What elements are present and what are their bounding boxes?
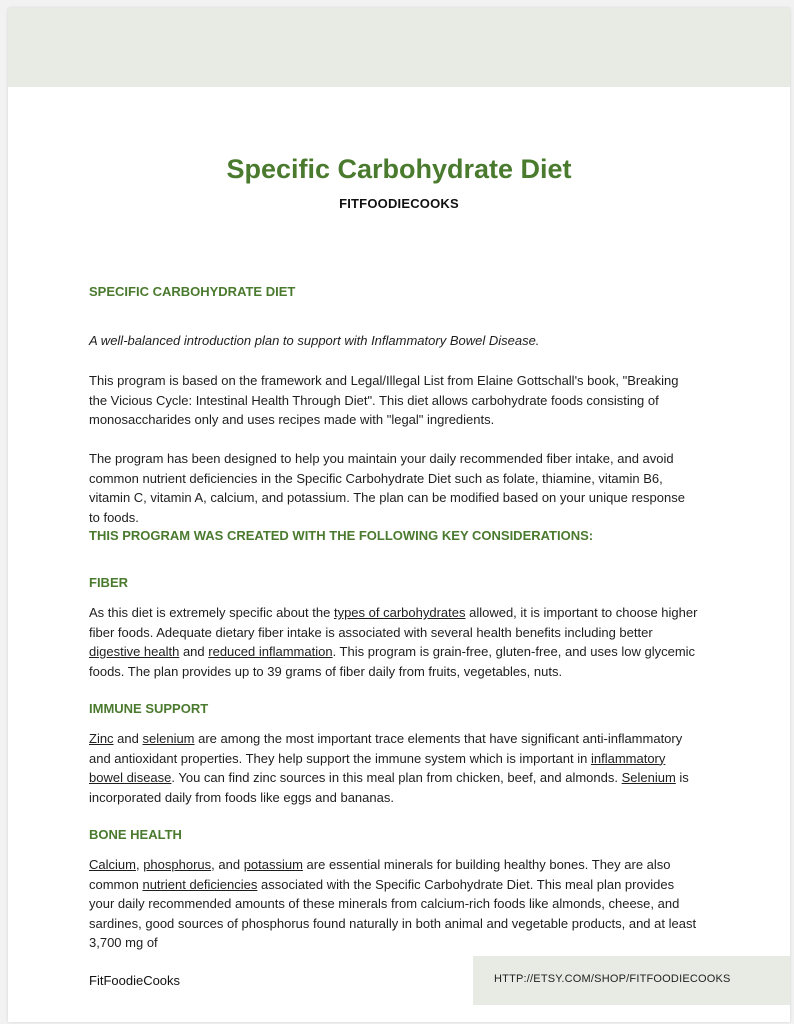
- link-selenium-2[interactable]: Selenium: [621, 770, 676, 786]
- bone-text: associated with the Specific Carbohydrate Diet. This meal plan provides your daily recommended amounts of these minerals from calcium-rich foods like almonds, cheese, and sardines, good sources of phosphorus found naturally in both animal and vegetable products, and at least 3,700 mg of: [89, 876, 697, 951]
- link-digestive-health[interactable]: digestive health: [89, 644, 180, 660]
- document-subtitle: FITFOODIECOOKS: [339, 196, 459, 211]
- section-heading-scd: SPECIFIC CARBOHYDRATE DIET: [89, 284, 296, 299]
- header-band: [8, 8, 790, 87]
- section-heading-immune: IMMUNE SUPPORT: [89, 701, 209, 716]
- link-zinc[interactable]: Zinc: [89, 731, 114, 746]
- link-inflammatory-bowel-disease[interactable]: inflammatory bowel disease: [89, 750, 666, 786]
- fiber-text: and: [179, 644, 209, 660]
- link-types-of-carbohydrates[interactable]: types of carbohydrates: [333, 605, 466, 620]
- section-heading-considerations: THIS PROGRAM WAS CREATED WITH THE FOLLOWING KEY CONSIDERATIONS:: [89, 528, 594, 543]
- immune-text: . You can find zinc sources in this meal plan from chicken, beef, and almonds.: [171, 770, 622, 786]
- intro-paragraph-1: This program is based on the framework and Legal/Illegal List from Elaine Gottschall's book, "Breaking the Vicious Cycle: Intestinal Health Through Diet". This diet allows carbohydrate foods consisting of monosaccharides only and uses recipes made with "legal" ingredients.: [89, 373, 679, 428]
- immune-text: are among the most important trace elements that have significant anti-inflammatory and antioxidant properties. They help support the immune system which is important in: [89, 731, 683, 766]
- link-potassium[interactable]: potassium: [243, 857, 303, 872]
- intro-tagline: A well-balanced introduction plan to support with Inflammatory Bowel Disease.: [89, 333, 540, 348]
- footer-url-link[interactable]: HTTP://ETSY.COM/SHOP/FITFOODIECOOKS: [494, 973, 731, 985]
- section-heading-bone: BONE HEALTH: [89, 827, 182, 842]
- link-nutrient-deficiencies[interactable]: nutrient deficiencies: [142, 876, 258, 892]
- bone-text: ,: [135, 857, 144, 872]
- footer-url-box: [473, 956, 790, 1005]
- fiber-text: . This program is grain-free, gluten-free, and uses low glycemic foods. The plan provides up to 39 grams of fiber daily from fruits, vegetables, nuts.: [89, 644, 696, 679]
- document-title: Specific Carbohydrate Diet: [226, 154, 572, 184]
- link-selenium[interactable]: selenium: [142, 731, 195, 746]
- document-page: [8, 8, 790, 1022]
- fiber-paragraph: [89, 603, 699, 681]
- intro-paragraph-2: The program has been designed to help you maintain your daily recommended fiber intake, and avoid common nutrient deficiencies in the Specific Carbohydrate Diet such as folate, thiamine, vitamin B6, vitamin C, vitamin A, calcium, and potassium. The plan can be modified based on your unique response to foods.: [89, 451, 685, 525]
- section-heading-fiber: FIBER: [89, 575, 128, 590]
- footer-brand: FitFoodieCooks: [89, 973, 181, 988]
- fiber-text: As this diet is extremely specific about the: [89, 605, 334, 620]
- bone-paragraph: [89, 855, 699, 953]
- link-calcium[interactable]: Calcium: [89, 857, 136, 872]
- bone-text: , and: [211, 857, 244, 872]
- fiber-text: allowed, it is important to choose higher fiber foods. Adequate dietary fiber intake is associated with several health benefits including better: [89, 605, 698, 640]
- immune-paragraph: [89, 729, 699, 807]
- link-reduced-inflammation[interactable]: reduced inflammation: [208, 644, 333, 660]
- immune-text: and: [113, 731, 143, 746]
- immune-text: is incorporated daily from foods like eggs and bananas.: [89, 770, 689, 805]
- link-phosphorus[interactable]: phosphorus: [143, 857, 212, 872]
- bone-text: are essential minerals for building healthy bones. They are also common: [89, 857, 671, 892]
